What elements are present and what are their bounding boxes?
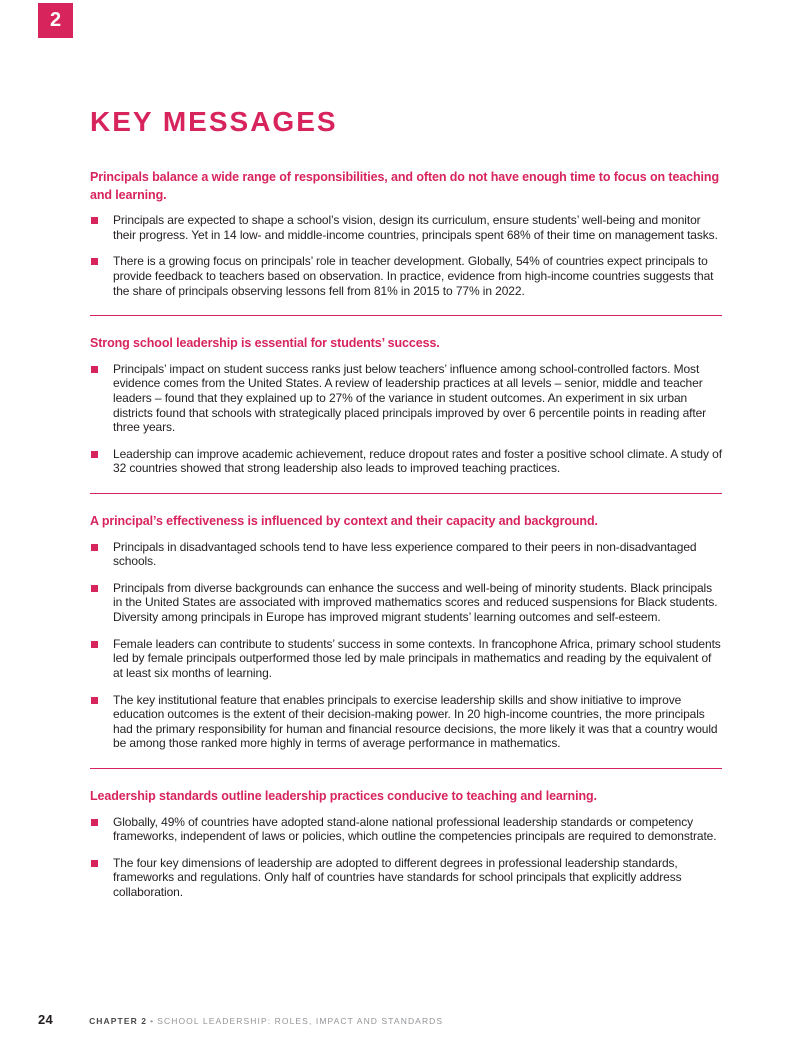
key-messages-sections	[90, 169, 722, 900]
content-area	[90, 108, 722, 912]
bullet-text: Leadership can improve academic achievement, reduce dropout rates and foster a positive school climate. A study of 32 countries showed that strong leadership also leads to improved teaching practices.	[113, 446, 722, 476]
bullet-item	[90, 693, 722, 752]
bullet-item	[90, 213, 722, 242]
bullet-item	[90, 540, 722, 569]
bullet-text: There is a growing focus on principals’ role in teacher development. Globally, 54% of countries expect principals to provide feedback to teachers based on observation. In practice, evidence from high-income countries suggests that the share of principals observing lessons fell from 81% in 2015 to 77% in 2022.	[113, 254, 714, 298]
square-bullet-icon	[91, 451, 98, 458]
bullet-item	[90, 581, 722, 625]
square-bullet-icon	[91, 544, 98, 551]
section-divider	[90, 768, 722, 769]
footer-separator-dot: •	[150, 1016, 155, 1026]
bullet-text: The key institutional feature that enables principals to exercise leadership skills and show initiative to improve education outcomes is the extent of their decision-making power. In 20 high-income countries, the more principals had the primary responsibility for human and financial resource decisions, the more likely it was that a country would be among those ranked more highly in terms of average performance in mathematics.	[113, 692, 718, 751]
section-heading: A principal’s effectiveness is influenced by context and their capacity and background.	[90, 514, 598, 528]
bullet-text: Principals from diverse backgrounds can enhance the success and well-being of minority students. Black principals in the United States are associated with improved mathematics scores and reduced suspensions for Black students. Diversity among principals in Europe has improved migrant students’ learning outcomes and self-esteem.	[113, 580, 718, 624]
section-divider	[90, 493, 722, 494]
page-title: KEY MESSAGES	[90, 106, 338, 137]
square-bullet-icon	[91, 860, 98, 867]
bullet-text: The four key dimensions of leadership are adopted to different degrees in professional leadership standards, frameworks and regulations. Only half of countries have standards for school principals that explicitly address collaboration.	[113, 855, 682, 899]
bullet-text: Principals are expected to shape a school’s vision, design its curriculum, ensure students’ well-being and monitor their progress. Yet in 14 low- and middle-income countries, principals spent 68% of their time on management tasks.	[113, 213, 718, 242]
chapter-number-badge: 2	[38, 3, 73, 38]
bullet-item	[90, 856, 722, 900]
bullet-item	[90, 815, 722, 844]
square-bullet-icon	[91, 585, 98, 592]
square-bullet-icon	[91, 819, 98, 826]
bullet-text: Principals in disadvantaged schools tend to have less experience compared to their peers in non-disadvantaged schools.	[113, 539, 697, 569]
square-bullet-icon	[91, 366, 98, 373]
section-heading: Strong school leadership is essential for students’ success.	[90, 336, 440, 351]
section-heading: Principals balance a wide range of responsibilities, and often do not have enough time to focus on teaching and learning.	[90, 170, 719, 202]
running-head	[89, 1016, 443, 1026]
square-bullet-icon	[91, 258, 98, 265]
bullet-text: Female leaders can contribute to students’ success in some contexts. In francophone Africa, primary school students led by female principals outperformed those led by male principals in mathematics and reading by the equivalent of at least six months of learning.	[113, 636, 721, 680]
footer-chapter-label: CHAPTER 2	[89, 1016, 148, 1026]
bullet-item	[90, 254, 722, 298]
page-footer	[38, 1012, 738, 1027]
bullet-item	[90, 447, 722, 476]
bullet-text: Globally, 49% of countries have adopted stand-alone national professional leadership standards or competency frameworks, independent of laws or policies, which outline the competencies principals are required to demonstrate.	[113, 814, 717, 844]
section-heading: Leadership standards outline leadership practices conducive to teaching and learning.	[90, 789, 597, 803]
bullet-item	[90, 362, 722, 435]
square-bullet-icon	[91, 217, 98, 224]
section-divider	[90, 315, 722, 316]
bullet-text: Principals’ impact on student success ranks just below teachers’ influence among school-controlled factors. Most evidence comes from the United States. A review of leadership practices at all levels – senior, middle and teacher leaders – found that they explained up to 27% of the variance in student outcomes. An experiment in six urban districts found that schools with strategically placed principals improved by over 6 percentile points in reading after three years.	[113, 361, 707, 435]
page-number: 24	[38, 1012, 54, 1027]
square-bullet-icon	[91, 641, 98, 648]
footer-chapter-title: SCHOOL LEADERSHIP: ROLES, IMPACT AND STANDARDS	[157, 1016, 444, 1026]
square-bullet-icon	[91, 697, 98, 704]
bullet-item	[90, 637, 722, 681]
